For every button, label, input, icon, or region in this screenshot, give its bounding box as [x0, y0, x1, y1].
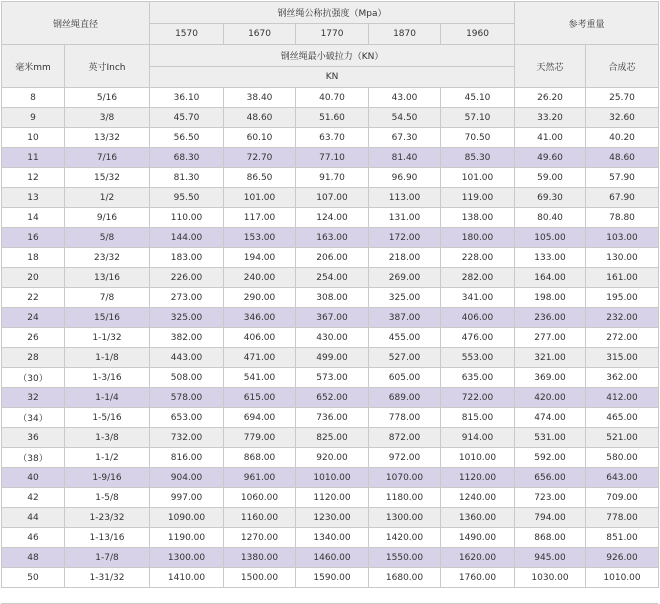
natural-core-weight-cell: 69.30: [515, 188, 586, 208]
break-force-cell: 1010.00: [441, 448, 515, 468]
natural-core-weight-cell: 531.00: [515, 428, 586, 448]
break-force-cell: 779.00: [224, 428, 296, 448]
break-force-cell: 578.00: [150, 388, 224, 408]
inch-cell: 13/16: [65, 268, 150, 288]
break-force-cell: 124.00: [296, 208, 369, 228]
synthetic-core-weight-cell: 57.90: [586, 168, 659, 188]
break-force-cell: 48.60: [224, 108, 296, 128]
break-force-cell: 778.00: [369, 408, 441, 428]
mm-cell: 46: [2, 528, 65, 548]
break-force-cell: 113.00: [369, 188, 441, 208]
break-force-cell: 1010.00: [296, 468, 369, 488]
break-force-cell: 282.00: [441, 268, 515, 288]
synthetic-core-weight-cell: 67.90: [586, 188, 659, 208]
synthetic-core-weight-cell: 161.00: [586, 268, 659, 288]
synthetic-core-weight-cell: 643.00: [586, 468, 659, 488]
break-force-cell: 652.00: [296, 388, 369, 408]
mm-cell: 24: [2, 308, 65, 328]
natural-core-weight-cell: 49.60: [515, 148, 586, 168]
table-row: [2, 408, 659, 428]
break-force-cell: 736.00: [296, 408, 369, 428]
table-row: [2, 428, 659, 448]
grade-header: 1870: [369, 24, 441, 45]
weight-group-header: 参考重量: [515, 2, 659, 45]
break-force-cell: 1420.00: [369, 528, 441, 548]
inch-cell: 1-3/8: [65, 428, 150, 448]
break-force-cell: 85.30: [441, 148, 515, 168]
break-force-cell: 144.00: [150, 228, 224, 248]
diameter-group-header: 钢丝绳直径: [2, 2, 150, 45]
table-row: [2, 308, 659, 328]
natural-core-weight-cell: 420.00: [515, 388, 586, 408]
break-force-cell: 101.00: [441, 168, 515, 188]
mm-cell: 48: [2, 548, 65, 568]
mm-cell: 50: [2, 568, 65, 588]
break-force-cell: 367.00: [296, 308, 369, 328]
break-force-cell: 325.00: [369, 288, 441, 308]
break-force-cell: 96.90: [369, 168, 441, 188]
break-force-cell: 54.50: [369, 108, 441, 128]
break-force-cell: 51.60: [296, 108, 369, 128]
break-force-cell: 635.00: [441, 368, 515, 388]
kn-unit-header: KN: [150, 67, 515, 88]
break-force-cell: 60.10: [224, 128, 296, 148]
break-force-cell: 153.00: [224, 228, 296, 248]
min-break-force-header: 钢丝绳最小破拉力（KN）: [150, 45, 515, 67]
break-force-cell: 443.00: [150, 348, 224, 368]
break-force-cell: 1270.00: [224, 528, 296, 548]
break-force-cell: 455.00: [369, 328, 441, 348]
break-force-cell: 194.00: [224, 248, 296, 268]
break-force-cell: 868.00: [224, 448, 296, 468]
mm-cell: 32: [2, 388, 65, 408]
break-force-cell: 382.00: [150, 328, 224, 348]
synthetic-core-weight-cell: 580.00: [586, 448, 659, 468]
break-force-cell: 273.00: [150, 288, 224, 308]
break-force-cell: 997.00: [150, 488, 224, 508]
natural-core-weight-cell: 1030.00: [515, 568, 586, 588]
synthetic-core-weight-cell: 521.00: [586, 428, 659, 448]
inch-cell: 1-7/8: [65, 548, 150, 568]
header-row-1: [2, 2, 659, 24]
break-force-cell: 172.00: [369, 228, 441, 248]
break-force-cell: 1180.00: [369, 488, 441, 508]
break-force-cell: 180.00: [441, 228, 515, 248]
mm-cell: 10: [2, 128, 65, 148]
mm-cell: 20: [2, 268, 65, 288]
natural-core-weight-cell: 198.00: [515, 288, 586, 308]
break-force-cell: 541.00: [224, 368, 296, 388]
table-row: [2, 348, 659, 368]
synthetic-core-weight-cell: 1010.00: [586, 568, 659, 588]
synthetic-core-weight-cell: 130.00: [586, 248, 659, 268]
natural-core-weight-cell: 33.20: [515, 108, 586, 128]
synthetic-core-weight-cell: 362.00: [586, 368, 659, 388]
inch-cell: 9/16: [65, 208, 150, 228]
natural-core-weight-cell: 794.00: [515, 508, 586, 528]
synthetic-core-weight-cell: 32.60: [586, 108, 659, 128]
mm-cell: 13: [2, 188, 65, 208]
grade-header: 1670: [224, 24, 296, 45]
break-force-cell: 226.00: [150, 268, 224, 288]
break-force-cell: 119.00: [441, 188, 515, 208]
natural-core-weight-cell: 236.00: [515, 308, 586, 328]
break-force-cell: 308.00: [296, 288, 369, 308]
synthetic-core-weight-cell: 315.00: [586, 348, 659, 368]
inch-cell: 5/8: [65, 228, 150, 248]
break-force-cell: 1300.00: [150, 548, 224, 568]
synthetic-core-weight-cell: 778.00: [586, 508, 659, 528]
break-force-cell: 107.00: [296, 188, 369, 208]
break-force-cell: 689.00: [369, 388, 441, 408]
break-force-cell: 81.30: [150, 168, 224, 188]
mm-cell: 44: [2, 508, 65, 528]
synthetic-core-weight-cell: 40.20: [586, 128, 659, 148]
table-row: [2, 448, 659, 468]
natural-core-weight-cell: 369.00: [515, 368, 586, 388]
mm-cell: 36: [2, 428, 65, 448]
natural-core-header: 天然芯: [515, 45, 586, 88]
mm-cell: 9: [2, 108, 65, 128]
synthetic-core-weight-cell: 25.70: [586, 88, 659, 108]
break-force-cell: 1410.00: [150, 568, 224, 588]
break-force-cell: 1230.00: [296, 508, 369, 528]
break-force-cell: 1300.00: [369, 508, 441, 528]
break-force-cell: 45.70: [150, 108, 224, 128]
break-force-cell: 694.00: [224, 408, 296, 428]
natural-core-weight-cell: 41.00: [515, 128, 586, 148]
table-row: [2, 328, 659, 348]
break-force-cell: 1680.00: [369, 568, 441, 588]
break-force-cell: 872.00: [369, 428, 441, 448]
table-row: [2, 128, 659, 148]
table-row: [2, 548, 659, 568]
inch-cell: 15/32: [65, 168, 150, 188]
header-row-3: [2, 45, 659, 67]
synthetic-core-weight-cell: 103.00: [586, 228, 659, 248]
table-row: [2, 508, 659, 528]
natural-core-weight-cell: 592.00: [515, 448, 586, 468]
break-force-cell: 40.70: [296, 88, 369, 108]
break-force-cell: 70.50: [441, 128, 515, 148]
break-force-cell: 406.00: [441, 308, 515, 328]
break-force-cell: 722.00: [441, 388, 515, 408]
break-force-cell: 961.00: [224, 468, 296, 488]
table-row: [2, 88, 659, 108]
inch-cell: 7/8: [65, 288, 150, 308]
break-force-cell: 815.00: [441, 408, 515, 428]
break-force-cell: 206.00: [296, 248, 369, 268]
mm-cell: 16: [2, 228, 65, 248]
synthetic-core-weight-cell: 272.00: [586, 328, 659, 348]
break-force-cell: 228.00: [441, 248, 515, 268]
mm-cell: 40: [2, 468, 65, 488]
break-force-cell: 920.00: [296, 448, 369, 468]
natural-core-weight-cell: 80.40: [515, 208, 586, 228]
break-force-cell: 254.00: [296, 268, 369, 288]
break-force-cell: 57.10: [441, 108, 515, 128]
natural-core-weight-cell: 26.20: [515, 88, 586, 108]
break-force-cell: 163.00: [296, 228, 369, 248]
break-force-cell: 346.00: [224, 308, 296, 328]
break-force-cell: 1120.00: [296, 488, 369, 508]
mm-cell: 8: [2, 88, 65, 108]
inch-cell: 23/32: [65, 248, 150, 268]
break-force-cell: 56.50: [150, 128, 224, 148]
natural-core-weight-cell: 656.00: [515, 468, 586, 488]
grade-header: 1570: [150, 24, 224, 45]
break-force-cell: 45.10: [441, 88, 515, 108]
natural-core-weight-cell: 723.00: [515, 488, 586, 508]
mm-cell: 26: [2, 328, 65, 348]
break-force-cell: 1550.00: [369, 548, 441, 568]
break-force-cell: 499.00: [296, 348, 369, 368]
wire-rope-spec-table: [1, 1, 659, 588]
break-force-cell: 138.00: [441, 208, 515, 228]
table-row: [2, 168, 659, 188]
break-force-cell: 1500.00: [224, 568, 296, 588]
break-force-cell: 325.00: [150, 308, 224, 328]
synthetic-core-weight-cell: 232.00: [586, 308, 659, 328]
break-force-cell: 38.40: [224, 88, 296, 108]
synthetic-core-weight-cell: 709.00: [586, 488, 659, 508]
break-force-cell: 43.00: [369, 88, 441, 108]
break-force-cell: 1120.00: [441, 468, 515, 488]
break-force-cell: 290.00: [224, 288, 296, 308]
break-force-cell: 1490.00: [441, 528, 515, 548]
mm-cell: 18: [2, 248, 65, 268]
natural-core-weight-cell: 474.00: [515, 408, 586, 428]
break-force-cell: 972.00: [369, 448, 441, 468]
table-row: [2, 148, 659, 168]
table-row: [2, 568, 659, 588]
break-force-cell: 68.30: [150, 148, 224, 168]
inch-cell: 1-9/16: [65, 468, 150, 488]
break-force-cell: 825.00: [296, 428, 369, 448]
break-force-cell: 131.00: [369, 208, 441, 228]
break-force-cell: 77.10: [296, 148, 369, 168]
break-force-cell: 63.70: [296, 128, 369, 148]
natural-core-weight-cell: 945.00: [515, 548, 586, 568]
natural-core-weight-cell: 133.00: [515, 248, 586, 268]
synthetic-core-weight-cell: 48.60: [586, 148, 659, 168]
inch-cell: 1-1/32: [65, 328, 150, 348]
mm-cell: 28: [2, 348, 65, 368]
break-force-cell: 95.50: [150, 188, 224, 208]
break-force-cell: 183.00: [150, 248, 224, 268]
table-row: [2, 528, 659, 548]
inch-cell: 1-23/32: [65, 508, 150, 528]
inch-cell: 1/2: [65, 188, 150, 208]
break-force-cell: 101.00: [224, 188, 296, 208]
break-force-cell: 615.00: [224, 388, 296, 408]
inch-cell: 1-1/2: [65, 448, 150, 468]
inch-cell: 1-1/4: [65, 388, 150, 408]
break-force-cell: 72.70: [224, 148, 296, 168]
table-row: [2, 288, 659, 308]
break-force-cell: 36.10: [150, 88, 224, 108]
break-force-cell: 553.00: [441, 348, 515, 368]
synthetic-core-weight-cell: 195.00: [586, 288, 659, 308]
inch-cell: 3/8: [65, 108, 150, 128]
break-force-cell: 1240.00: [441, 488, 515, 508]
table-row: [2, 108, 659, 128]
natural-core-weight-cell: 164.00: [515, 268, 586, 288]
break-force-cell: 605.00: [369, 368, 441, 388]
synthetic-core-weight-cell: 412.00: [586, 388, 659, 408]
inch-column-header: 英寸Inch: [65, 45, 150, 88]
table-row: [2, 368, 659, 388]
break-force-cell: 508.00: [150, 368, 224, 388]
break-force-cell: 471.00: [224, 348, 296, 368]
break-force-cell: 1590.00: [296, 568, 369, 588]
natural-core-weight-cell: 59.00: [515, 168, 586, 188]
break-force-cell: 573.00: [296, 368, 369, 388]
grade-header: 1960: [441, 24, 515, 45]
inch-cell: 1-1/8: [65, 348, 150, 368]
break-force-cell: 1360.00: [441, 508, 515, 528]
break-force-cell: 86.50: [224, 168, 296, 188]
break-force-cell: 1620.00: [441, 548, 515, 568]
break-force-cell: 218.00: [369, 248, 441, 268]
inch-cell: 1-13/16: [65, 528, 150, 548]
break-force-cell: 527.00: [369, 348, 441, 368]
break-force-cell: 387.00: [369, 308, 441, 328]
mm-cell: （38）: [2, 448, 65, 468]
inch-cell: 1-5/16: [65, 408, 150, 428]
break-force-cell: 732.00: [150, 428, 224, 448]
break-force-cell: 110.00: [150, 208, 224, 228]
natural-core-weight-cell: 277.00: [515, 328, 586, 348]
break-force-cell: 904.00: [150, 468, 224, 488]
inch-cell: 13/32: [65, 128, 150, 148]
table-row: [2, 388, 659, 408]
inch-cell: 7/16: [65, 148, 150, 168]
synthetic-core-weight-cell: 78.80: [586, 208, 659, 228]
mm-column-header: 毫米mm: [2, 45, 65, 88]
break-force-cell: 240.00: [224, 268, 296, 288]
table-row: [2, 248, 659, 268]
table-body: [2, 88, 659, 588]
break-force-cell: 269.00: [369, 268, 441, 288]
break-force-cell: 1460.00: [296, 548, 369, 568]
break-force-cell: 406.00: [224, 328, 296, 348]
break-force-cell: 653.00: [150, 408, 224, 428]
mm-cell: 42: [2, 488, 65, 508]
break-force-cell: 67.30: [369, 128, 441, 148]
grade-header: 1770: [296, 24, 369, 45]
table-row: [2, 268, 659, 288]
break-force-cell: 341.00: [441, 288, 515, 308]
table-row: [2, 488, 659, 508]
break-force-cell: 914.00: [441, 428, 515, 448]
table-row: [2, 468, 659, 488]
break-force-cell: 81.40: [369, 148, 441, 168]
break-force-cell: 1090.00: [150, 508, 224, 528]
strength-group-header: 钢丝绳公称抗强度（Mpa）: [150, 2, 515, 24]
inch-cell: 1-3/16: [65, 368, 150, 388]
break-force-cell: 1760.00: [441, 568, 515, 588]
mm-cell: 12: [2, 168, 65, 188]
inch-cell: 5/16: [65, 88, 150, 108]
break-force-cell: 1070.00: [369, 468, 441, 488]
break-force-cell: 1060.00: [224, 488, 296, 508]
synthetic-core-weight-cell: 465.00: [586, 408, 659, 428]
break-force-cell: 1190.00: [150, 528, 224, 548]
natural-core-weight-cell: 105.00: [515, 228, 586, 248]
mm-cell: 14: [2, 208, 65, 228]
break-force-cell: 117.00: [224, 208, 296, 228]
inch-cell: 1-5/8: [65, 488, 150, 508]
break-force-cell: 1340.00: [296, 528, 369, 548]
synthetic-core-weight-cell: 851.00: [586, 528, 659, 548]
natural-core-weight-cell: 321.00: [515, 348, 586, 368]
synthetic-core-weight-cell: 926.00: [586, 548, 659, 568]
natural-core-weight-cell: 868.00: [515, 528, 586, 548]
break-force-cell: 430.00: [296, 328, 369, 348]
break-force-cell: 1380.00: [224, 548, 296, 568]
break-force-cell: 1160.00: [224, 508, 296, 528]
table-row: [2, 228, 659, 248]
synthetic-core-header: 合成芯: [586, 45, 659, 88]
break-force-cell: 91.70: [296, 168, 369, 188]
mm-cell: 22: [2, 288, 65, 308]
mm-cell: 11: [2, 148, 65, 168]
mm-cell: （34）: [2, 408, 65, 428]
break-force-cell: 816.00: [150, 448, 224, 468]
inch-cell: 1-31/32: [65, 568, 150, 588]
table-row: [2, 188, 659, 208]
mm-cell: （30）: [2, 368, 65, 388]
break-force-cell: 476.00: [441, 328, 515, 348]
inch-cell: 15/16: [65, 308, 150, 328]
table-row: [2, 208, 659, 228]
